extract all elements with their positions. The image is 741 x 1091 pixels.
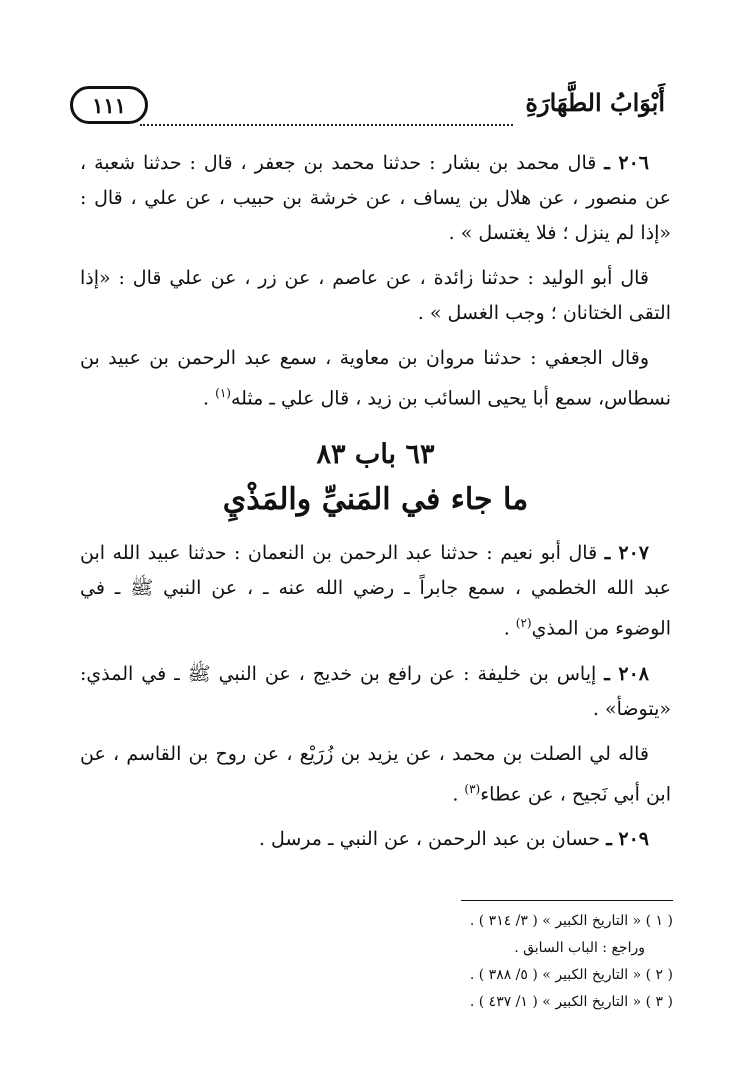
footnote-2: ( ٢ ) « التاريخ الكبير » ( ٥/ ٣٨٨ ) . (469, 967, 673, 983)
narration-al-jufi (80, 341, 671, 416)
narration-abu-al-walid (80, 261, 671, 331)
hadith-number: ٢٠٧ ـ (604, 542, 649, 565)
footnote-ref-2: (٢) (515, 616, 532, 631)
hadith-tail: . (503, 617, 516, 640)
narration-tail: . (452, 782, 465, 805)
footnote-ref-3: (٣) (464, 781, 481, 796)
page-number: ١١١ (92, 92, 126, 118)
page-header (70, 82, 673, 132)
hadith-207 (80, 536, 671, 646)
footnote-separator (461, 900, 673, 901)
hadith-text: قال محمد بن بشار : حدثنا محمد بن جعفر ، قال : حدثنا شعبة ، عن منصور ، عن هلال بن يساف ، عن خرشة بن حبيب ، عن علي ، قال : «إذا لم ينزل ؛ فلا يغتسل » . (80, 152, 671, 244)
narration-al-salt (80, 737, 671, 812)
narration-text: قاله لي الصلت بن محمد ، عن يزيد بن زُرَيْع ، عن روح بن القاسم ، عن ابن أبي نَجيح ، عن عطاء (80, 742, 671, 805)
hadith-209 (80, 822, 671, 857)
page-number-badge (70, 86, 148, 124)
footnotes (120, 908, 673, 1016)
main-text (80, 146, 671, 867)
footnote-ref-1: (١) (215, 386, 231, 400)
footnote-1-note: وراجع : الباب السابق . (514, 940, 645, 956)
hadith-number: ٢٠٦ ـ (604, 152, 649, 174)
footnote-3: ( ٣ ) « التاريخ الكبير » ( ١/ ٤٣٧ ) . (469, 994, 673, 1010)
narration-text: قال أبو الوليد : حدثنا زائدة ، عن عاصم ، عن زر ، عن علي قال : «إذا التقى الختانان ؛ وجب الغسل » . (80, 267, 671, 324)
narration-text: وقال الجعفي : حدثنا مروان بن معاوية ، سمع عبد الرحمن بن عبيد بن نسطاس، سمع أبا يحيى السائب بن زيد ، قال علي ـ مثله (80, 347, 671, 410)
footnote-1: ( ١ ) « التاريخ الكبير » ( ٣/ ٣١٤ ) . (469, 913, 673, 929)
hadith-number: ٢٠٩ ـ (606, 827, 649, 850)
chapter-subtitle: ما جاء في المَنيِّ والمَذْيِ (222, 482, 529, 518)
hadith-208 (80, 657, 671, 727)
hadith-text: قال أبو نعيم : حدثنا عبد الرحمن بن النعمان : حدثنا عبيد الله ابن عبد الله الخطمي ، سمع جابراً ـ رضي الله عنه ـ ، عن النبي ﷺ ـ في الوضوء من المذي (80, 542, 671, 640)
chapter-title: ٦٣ باب ٨٣ (316, 439, 435, 471)
hadith-text: إياس بن خليفة : عن رافع بن خديج ، عن النبي ﷺ ـ في المذي: «يتوضأ» . (80, 662, 671, 720)
hadith-text: حسان بن عبد الرحمن ، عن النبي ـ مرسل . (258, 827, 601, 850)
hadith-number: ٢٠٨ ـ (604, 662, 649, 685)
header-dotted-rule (140, 124, 513, 126)
hadith-206 (80, 146, 671, 251)
running-title: أَبْوَابُ الطَّهَارَةِ (525, 88, 665, 117)
narration-tail: . (203, 387, 216, 410)
